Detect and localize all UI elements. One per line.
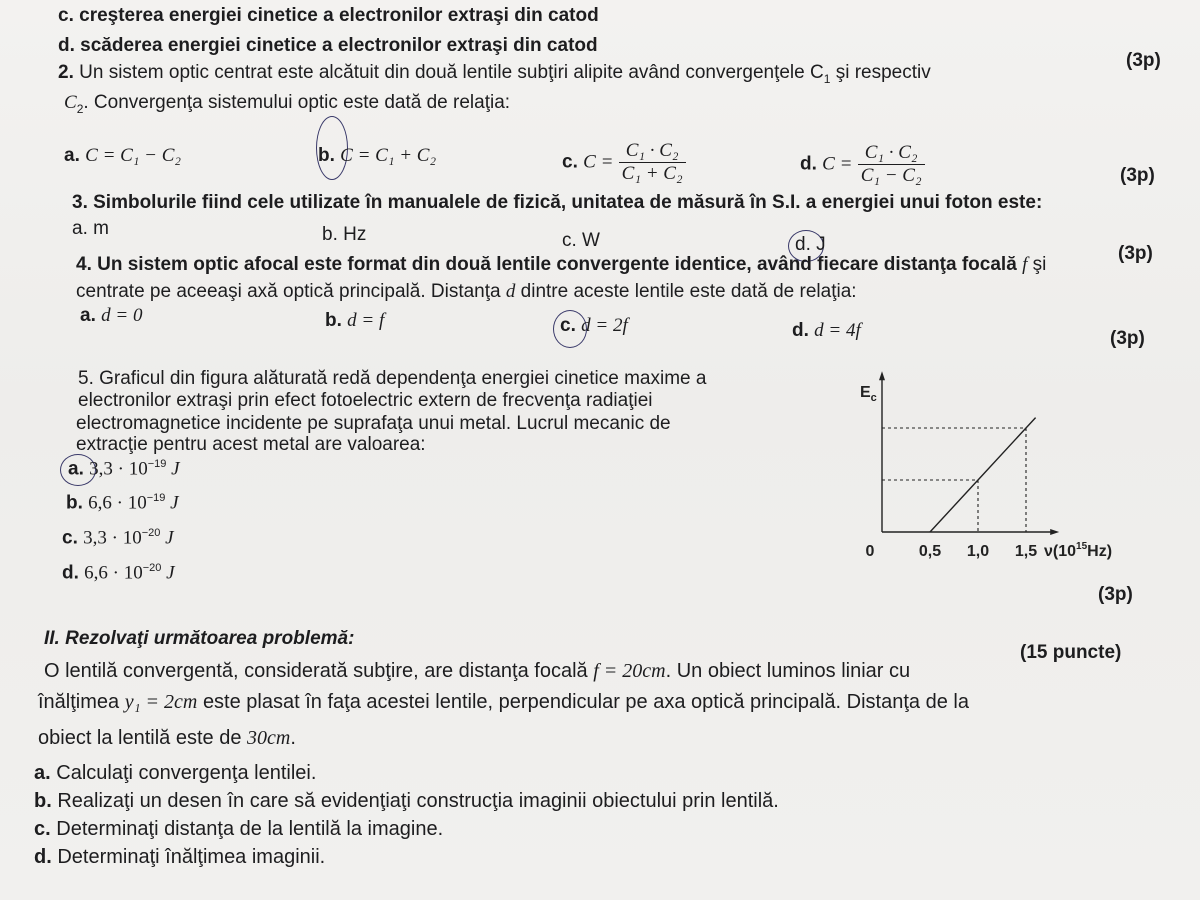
q4-text-line1: [76, 254, 1046, 276]
q2-points: (3p): [1120, 165, 1155, 186]
part2-l3b: .: [290, 727, 296, 749]
part2-item-a: [34, 762, 316, 784]
part2-a-label: a.: [34, 762, 51, 784]
q2-d-num: C₁ · C₂: [858, 142, 925, 165]
q4-b-formula: d = f: [347, 310, 385, 331]
q4-c-formula: d = 2f: [581, 315, 628, 336]
q4-option-c: [560, 315, 628, 337]
part2-c-text: Determinaţi distanţa de la lentilă la imagine.: [56, 818, 444, 840]
part2-line-3: [38, 727, 296, 749]
q2-a-label: a.: [64, 145, 80, 166]
q2-c-label: c.: [562, 151, 578, 173]
q3-option-a: a. m: [72, 218, 109, 239]
q2-c-fraction: [619, 140, 686, 185]
q4-b-label: b.: [325, 310, 342, 331]
part2-a-text: Calculaţi convergenţa lentilei.: [56, 762, 317, 784]
q2-d-den: C₁ − C₂: [860, 165, 922, 186]
q5-a-label: a.: [68, 458, 84, 480]
q2-c-lhs: C =: [583, 151, 614, 173]
q2-text2: . Convergenţa sistemului optic este dată de relaţia:: [83, 92, 511, 113]
y-axis-label: $E_c$: [860, 384, 877, 405]
q2-d-lhs: C =: [822, 153, 853, 175]
x-tick-label: 1,5: [1014, 543, 1038, 560]
x-axis-label: $\nu(10^{15}Hz)$: [1044, 541, 1113, 560]
q2-text: Un sistem optic centrat este alcătuit din două lentile subţiri alipite având convergenţele C: [79, 62, 824, 83]
q2-b-formula: C = C₁ + C₂: [340, 145, 437, 166]
q4-text2: centrate pe aceeaşi axă optică principală. Distanţa: [76, 281, 501, 302]
y-axis-label-subscript: c: [870, 392, 877, 405]
q2-c-den: C₁ + C₂: [621, 163, 683, 184]
part2-c-label: c.: [34, 818, 51, 840]
ec-vs-frequency-graph: [850, 365, 1150, 570]
q5-c-exp: −20: [141, 527, 161, 539]
q4-a-label: a.: [80, 305, 96, 326]
q4-points: (3p): [1110, 328, 1145, 349]
q3-text: 3. Simbolurile fiind cele utilizate în manualele de fizică, unitatea de măsură în S.I. a energiei unui foton este:: [72, 192, 1043, 213]
q5-d-label: d.: [62, 562, 79, 584]
q2-text-end: şi respectiv: [830, 62, 931, 83]
q4-d-formula: d = 4f: [814, 320, 861, 341]
q2-option-b: [318, 145, 436, 167]
part2-l1a: O lentilă convergentă, considerată subţire, are distanţa focală: [44, 660, 588, 682]
x-tick-label: 1,0: [966, 543, 990, 560]
part2-title: II. Rezolvaţi următoarea problemă:: [44, 628, 355, 649]
q5-c-unit: J: [160, 527, 174, 549]
option-c-line: c. creşterea energiei cinetice a electronilor extraşi din catod: [58, 5, 599, 26]
q3-option-c: c. W: [562, 230, 600, 251]
q5-a-mant: 3,3 · 10: [89, 458, 148, 480]
q5-d-mant: 6,6 · 10: [84, 562, 143, 584]
q2-d-label: d.: [800, 153, 817, 175]
q2-option-a: [64, 145, 181, 167]
part2-l2a: înălţimea: [38, 691, 120, 713]
x-tick-label: 0,5: [918, 543, 942, 560]
part2-line-2: [38, 691, 969, 713]
part2-b-label: b.: [34, 790, 52, 812]
q2-d-fraction: [858, 142, 925, 187]
part2-b-text: Realizaţi un desen în care să evidenţiaţi construcţia imaginii obiectului prin lentilă.: [57, 790, 779, 812]
q5-option-d: [62, 562, 175, 584]
part2-height: y₁ = 2cm: [124, 691, 198, 713]
q4-d: d: [505, 281, 516, 302]
q5-option-a: [68, 458, 180, 480]
q4-text-line2: [76, 281, 857, 303]
q5-option-c: [62, 527, 174, 549]
q4-f: f: [1022, 254, 1028, 275]
part2-l3a: obiect la lentilă este de: [38, 727, 242, 749]
q4-text1: 4. Un sistem optic afocal este format din două lentile convergente identice, având fiecare distanţa focală: [76, 254, 1017, 275]
q2-option-d: [800, 142, 925, 187]
q3-option-b: b. Hz: [322, 224, 367, 245]
q2-c-num: C₁ · C₂: [619, 140, 686, 163]
q4-option-d: [792, 320, 861, 342]
q3-points: (3p): [1118, 243, 1153, 264]
part2-distance: 30cm: [247, 727, 291, 749]
q5-line-1: 5. Graficul din figura alăturată redă dependenţa energiei cinetice maxime a: [78, 368, 707, 389]
q4-text2-end: dintre aceste lentile este dată de relaţia:: [520, 281, 857, 302]
q2-b-label: b.: [318, 145, 335, 166]
q3-option-d: d. J: [795, 234, 826, 255]
q5-d-unit: J: [161, 562, 175, 584]
q4-d-label: d.: [792, 320, 809, 341]
q2-c2: C: [64, 92, 77, 113]
part2-item-d: [34, 846, 325, 868]
option-d-line: d. scăderea energiei cinetice a electronilor extraşi din catod: [58, 35, 598, 56]
x-axis-label-exponent: 15: [1076, 541, 1088, 552]
x-axis-label-unit: Hz): [1087, 543, 1113, 560]
q2-a-formula: C = C₁ − C₂: [85, 145, 182, 166]
y-axis-arrow: [879, 371, 885, 380]
q5-c-label: c.: [62, 527, 78, 549]
q5-b-exp: −19: [146, 492, 166, 504]
part2-l2b: este plasat în faţa acestei lentile, perpendicular pe axa optică principală. Distanţa de la: [202, 691, 969, 713]
q2-number: 2.: [58, 62, 74, 83]
part2-item-c: [34, 818, 443, 840]
q2-option-c: [562, 140, 686, 185]
q5-line-4: extracţie pentru acest metal are valoarea:: [76, 434, 426, 455]
q5-c-mant: 3,3 · 10: [83, 527, 142, 549]
q4-a-formula: d = 0: [101, 305, 143, 326]
q5-b-unit: J: [165, 492, 179, 514]
part2-focal: f = 20cm: [593, 660, 666, 682]
x-axis-arrow: [1050, 529, 1059, 535]
part2-points: (15 puncte): [1020, 642, 1122, 663]
q4-c-label: c.: [560, 315, 576, 336]
q4-option-b: [325, 310, 384, 332]
q2-text-line2: $C_2$. Convergenţa sistemului optic este dată de relaţia:: [64, 92, 511, 116]
q5-option-b: [66, 492, 179, 514]
x-tick-label: 0: [865, 543, 875, 560]
part2-line-1: [44, 660, 910, 682]
q5-points: (3p): [1098, 584, 1133, 605]
q2-text-line1: 2. Un sistem optic centrat este alcătuit din două lentile subţiri alipite având convergenţele $C_1$ şi respectiv: [58, 62, 931, 86]
q4-text1-end: şi: [1032, 254, 1047, 275]
q5-d-exp: −20: [142, 562, 162, 574]
q5-line-3: electromagnetice incidente pe suprafaţa unui metal. Lucrul mecanic de: [76, 413, 671, 434]
q5-b-mant: 6,6 · 10: [88, 492, 147, 514]
points-label: (3p): [1126, 50, 1161, 71]
data-line: [930, 418, 1036, 532]
q5-a-exp: −19: [147, 458, 167, 470]
part2-l1b: . Un obiect luminos liniar cu: [665, 660, 911, 682]
q5-line-2: electronilor extraşi prin efect fotoelectric extern de frecvenţa radiaţiei: [78, 390, 653, 411]
q5-a-unit: J: [166, 458, 180, 480]
part2-d-text: Determinaţi înălţimea imaginii.: [57, 846, 326, 868]
part2-d-label: d.: [34, 846, 52, 868]
part2-item-b: [34, 790, 779, 812]
q4-option-a: [80, 305, 142, 327]
q5-b-label: b.: [66, 492, 83, 514]
